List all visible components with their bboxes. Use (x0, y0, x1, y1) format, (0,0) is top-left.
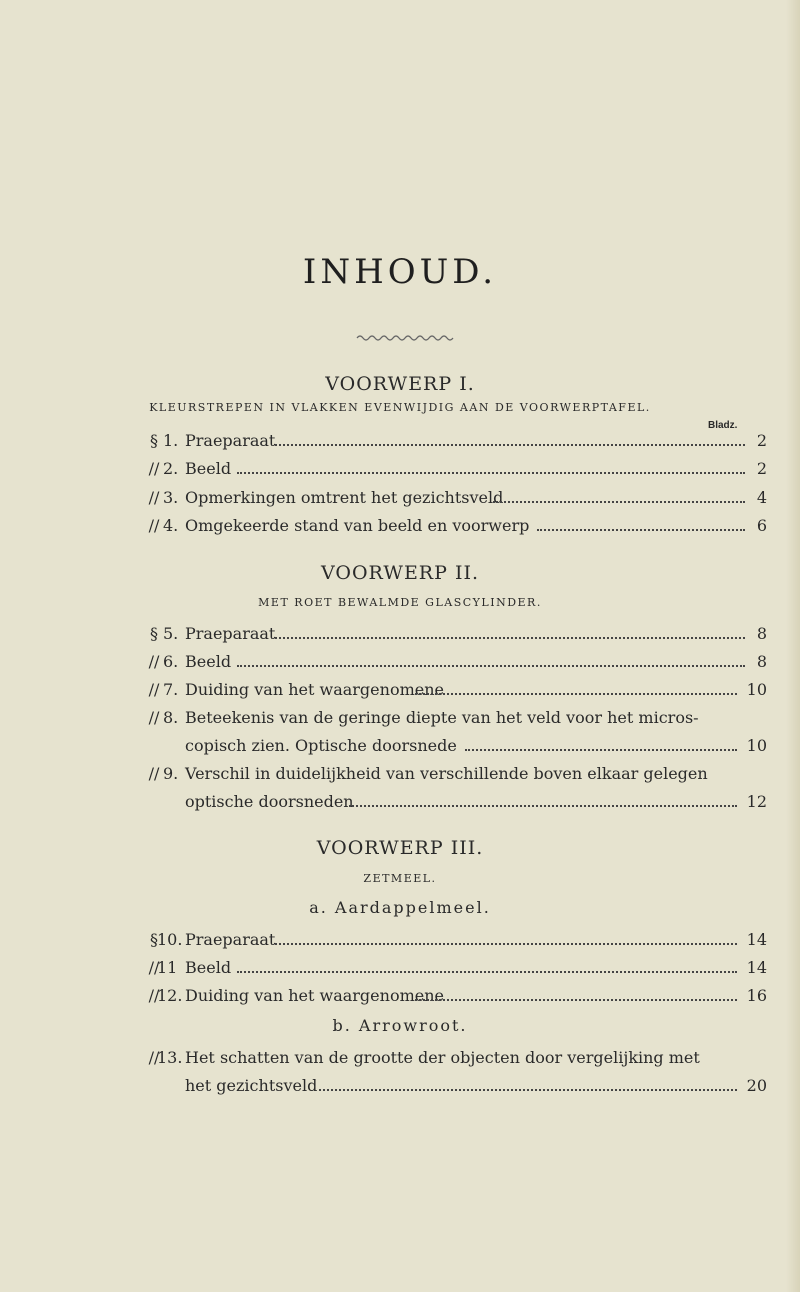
part-subtitle-3: ZETMEEL. (363, 872, 437, 885)
part-heading-3: VOORWERP III. (316, 837, 484, 859)
part-subtitle-1: KLEURSTREPEN IN VLAKKEN EVENWIJDIG AAN DE VOORWERPTAFEL. (149, 401, 651, 414)
toc-entry[interactable] (147, 958, 767, 982)
toc-entry[interactable] (147, 516, 767, 540)
ditto-mark: // (148, 652, 160, 671)
entry-number: 10. (157, 930, 183, 949)
dot-leader (237, 472, 745, 474)
section-mark: § (150, 624, 158, 643)
entry-number: 3. (163, 488, 179, 507)
entry-page: 10 (746, 736, 767, 755)
entry-title: Het schatten van de grootte der objecten door vergelijking met (185, 1048, 700, 1067)
dot-leader (275, 444, 745, 446)
entry-page: 10 (746, 680, 767, 699)
part-heading-2: VOORWERP II. (320, 562, 479, 584)
entry-title: Omgekeerde stand van beeld en voorwerp (185, 516, 530, 535)
dot-leader (493, 501, 745, 503)
ditto-mark: // (148, 488, 160, 507)
toc-entry-continuation[interactable] (147, 792, 767, 816)
page-edge (786, 0, 800, 1292)
entry-page: 20 (746, 1076, 767, 1095)
ditto-mark: // (148, 764, 160, 783)
entry-page: 14 (746, 930, 767, 949)
ditto-mark: // (148, 958, 160, 977)
entry-number: 12. (157, 986, 183, 1005)
entry-page: 8 (756, 652, 767, 671)
toc-entry[interactable] (147, 1048, 767, 1072)
entry-page: 8 (756, 624, 767, 643)
dot-leader (275, 943, 737, 945)
entry-page: 6 (756, 516, 767, 535)
toc-entry-continuation[interactable] (147, 736, 767, 760)
entry-title: Beeld (185, 652, 232, 671)
entry-number: 11 (157, 958, 178, 977)
entry-title: Beeld (185, 958, 232, 977)
dot-leader (465, 749, 737, 751)
toc-entry[interactable] (147, 680, 767, 704)
entry-title-continued: optische doorsneden (185, 792, 354, 811)
entry-number: 6. (163, 652, 179, 671)
dot-leader (415, 693, 737, 695)
toc-entry[interactable] (147, 459, 767, 483)
part-subtitle-2: MET ROET BEWALMDE GLASCYLINDER. (258, 596, 542, 609)
entry-title: Beeld (185, 459, 232, 478)
toc-entry-continuation[interactable] (147, 1076, 767, 1100)
entry-title-continued: het gezichtsveld (185, 1076, 318, 1095)
toc-entry[interactable] (147, 624, 767, 648)
dot-leader (537, 529, 745, 531)
entry-number: 4. (163, 516, 179, 535)
entry-title-continued: copisch zien. Optische doorsnede (185, 736, 457, 755)
entry-page: 2 (756, 431, 767, 450)
entry-title: Duiding van het waargenomene (185, 986, 444, 1005)
ditto-mark: // (148, 680, 160, 699)
part-heading-1: VOORWERP I. (325, 373, 475, 395)
entry-title: Beteekenis van de geringe diepte van het veld voor het micros- (185, 708, 699, 727)
entry-page: 16 (746, 986, 767, 1005)
toc-entry[interactable] (147, 986, 767, 1010)
ditto-mark: // (148, 986, 160, 1005)
entry-number: 2. (163, 459, 179, 478)
entry-title: Verschil in duidelijkheid van verschillende boven elkaar gelegen (185, 764, 708, 783)
section-mark: § (150, 930, 158, 949)
toc-entry[interactable] (147, 652, 767, 676)
section-title-a: a. Aardappelmeel. (309, 898, 491, 917)
entry-title: Opmerkingen omtrent het gezichtsveld (185, 488, 504, 507)
dot-leader (275, 637, 745, 639)
dot-leader (415, 999, 737, 1001)
ditto-mark: // (148, 459, 160, 478)
toc-entry[interactable] (147, 488, 767, 512)
entry-number: 13. (157, 1048, 183, 1067)
entry-page: 14 (746, 958, 767, 977)
entry-page: 12 (746, 792, 767, 811)
toc-entry[interactable] (147, 431, 767, 455)
entry-title: Praeparaat (185, 624, 276, 643)
entry-number: 1. (163, 431, 179, 450)
entry-number: 7. (163, 680, 179, 699)
section-mark: § (150, 431, 158, 450)
ditto-mark: // (148, 1048, 160, 1067)
entry-number: 9. (163, 764, 179, 783)
page-column-label: Bladz. (708, 420, 738, 431)
ditto-mark: // (148, 516, 160, 535)
entry-page: 2 (756, 459, 767, 478)
wave-ornament (355, 333, 455, 343)
dot-leader (319, 1089, 737, 1091)
entry-number: 8. (163, 708, 179, 727)
entry-page: 4 (756, 488, 767, 507)
toc-entry[interactable] (147, 708, 767, 732)
entry-title: Praeparaat (185, 431, 276, 450)
toc-entry[interactable] (147, 930, 767, 954)
entry-number: 5. (163, 624, 179, 643)
page-title: INHOUD. (302, 252, 498, 292)
ditto-mark: // (148, 708, 160, 727)
dot-leader (237, 971, 737, 973)
entry-title: Duiding van het waargenomene (185, 680, 444, 699)
dot-leader (237, 665, 745, 667)
entry-title: Praeparaat (185, 930, 276, 949)
toc-entry[interactable] (147, 764, 767, 788)
dot-leader (349, 805, 737, 807)
section-title-b: b. Arrowroot. (332, 1016, 468, 1035)
